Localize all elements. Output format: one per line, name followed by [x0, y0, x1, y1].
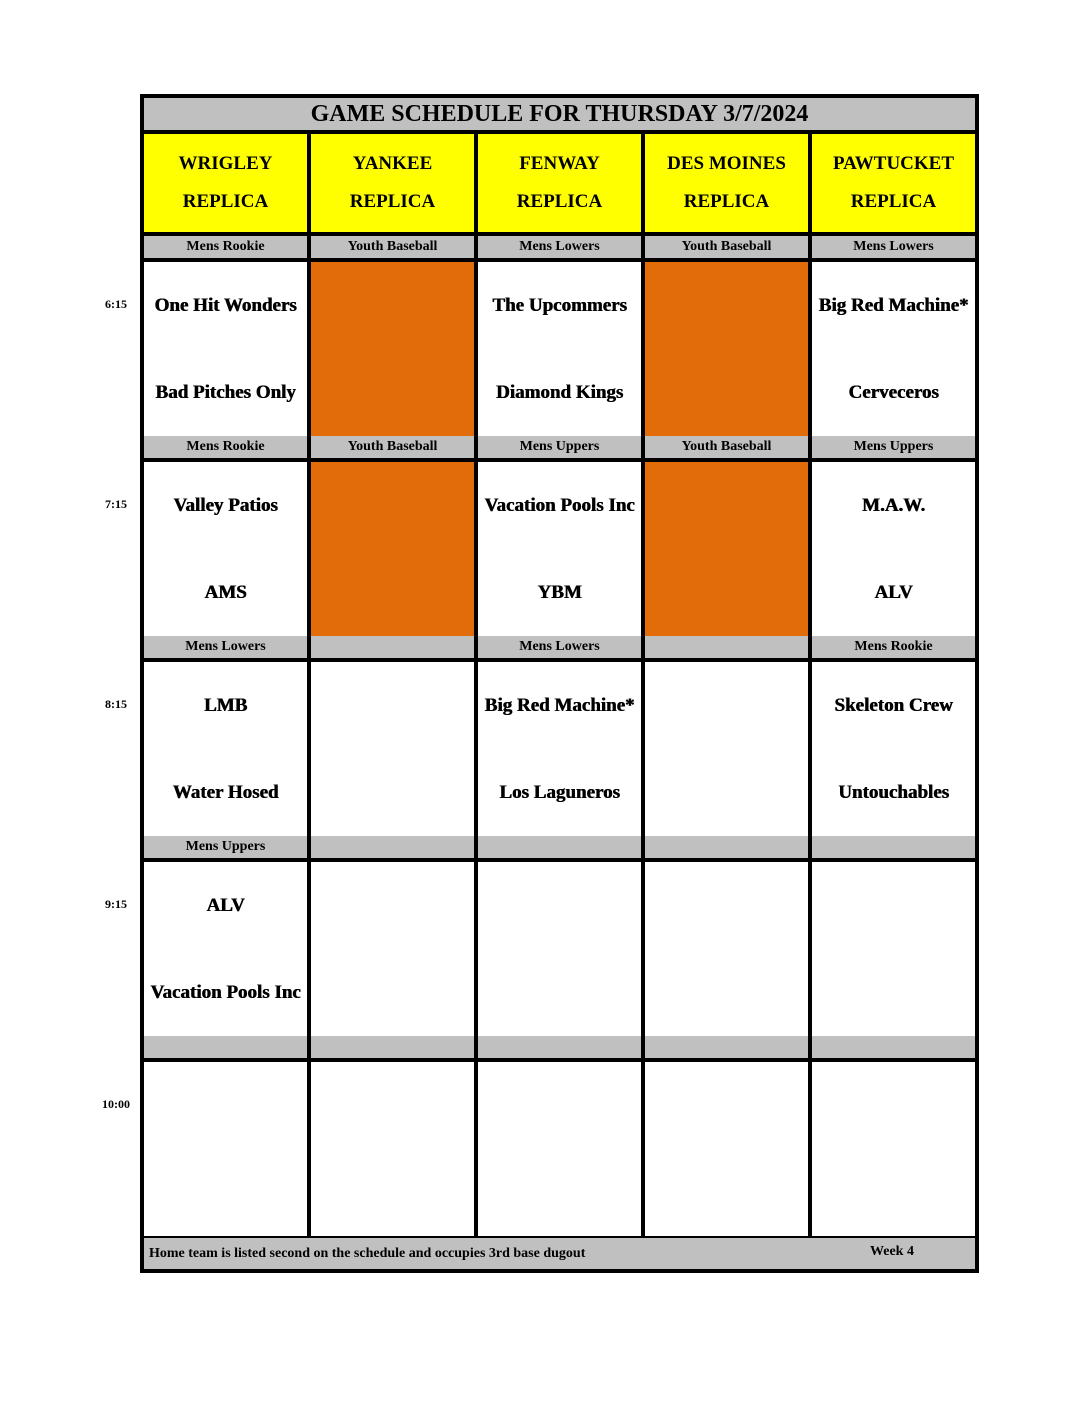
away-team: [645, 262, 808, 348]
game-cell: [645, 662, 808, 836]
away-team: [311, 462, 474, 548]
division-label: [478, 836, 641, 858]
away-team: One Hit Wonders: [154, 294, 297, 316]
game-cell: [144, 262, 307, 436]
division-label: Mens Lowers: [478, 636, 641, 658]
division-label: Mens Uppers: [812, 436, 975, 458]
home-team: [311, 348, 474, 436]
home-team: [645, 1148, 808, 1236]
home-team: [311, 1148, 474, 1236]
venue-subtitle: REPLICA: [516, 191, 603, 212]
away-team: [311, 262, 474, 348]
game-cell: [812, 262, 975, 436]
venue-subtitle: REPLICA: [683, 191, 770, 212]
division-label: Mens Rookie: [144, 436, 307, 458]
reserved-field-cell: [645, 462, 808, 636]
venue-header: [144, 134, 307, 232]
venue-name: WRIGLEY: [178, 153, 273, 174]
venue-header: [311, 134, 474, 232]
division-label: Mens Lowers: [144, 636, 307, 658]
time-slot-label: 6:15: [105, 297, 127, 311]
time-slot-label: 9:15: [105, 897, 127, 911]
game-cell: [144, 862, 307, 1036]
game-cell: [478, 262, 641, 436]
venue-subtitle: REPLICA: [182, 191, 269, 212]
home-team: Cerveceros: [848, 381, 939, 403]
venue-name: PAWTUCKET: [832, 153, 955, 174]
division-label: [311, 636, 474, 658]
footer-note: Home team is listed second on the schedule and occupies 3rd base dugout: [144, 1238, 975, 1269]
schedule-table: [140, 94, 979, 1273]
away-team: M.A.W.: [861, 494, 926, 516]
venue-name: DES MOINES: [667, 153, 786, 174]
game-cell: [144, 462, 307, 636]
division-label: [311, 836, 474, 858]
game-cell: [812, 462, 975, 636]
game-cell: [478, 862, 641, 1036]
home-team: [478, 1148, 641, 1236]
reserved-field-cell: [311, 262, 474, 436]
reserved-field-cell: [311, 462, 474, 636]
venue-name: YANKEE: [352, 153, 433, 174]
division-label: Mens Uppers: [478, 436, 641, 458]
time-slot-label: 8:15: [105, 697, 127, 711]
time-slot-label: 10:00: [102, 1097, 130, 1111]
division-label: [311, 1036, 474, 1058]
away-team: Valley Patios: [173, 494, 278, 516]
home-team: Los Laguneros: [499, 781, 620, 803]
away-team: [478, 862, 641, 948]
game-cell: [478, 662, 641, 836]
home-team: Bad Pitches Only: [155, 381, 296, 403]
division-label: Mens Lowers: [812, 236, 975, 258]
away-team: [812, 1062, 975, 1148]
home-team: [311, 948, 474, 1036]
division-label: [645, 1036, 808, 1058]
division-label: [812, 1036, 975, 1058]
game-cell: [478, 462, 641, 636]
home-team: Diamond Kings: [495, 381, 624, 403]
division-label: [812, 836, 975, 858]
away-team: [645, 1062, 808, 1148]
venue-subtitle: REPLICA: [349, 191, 436, 212]
away-team: [812, 862, 975, 948]
away-team: ALV: [206, 894, 245, 916]
game-cell: [144, 1062, 307, 1236]
division-label: Youth Baseball: [311, 236, 474, 258]
division-label: Youth Baseball: [645, 436, 808, 458]
game-cell: [144, 662, 307, 836]
home-team: Water Hosed: [172, 781, 279, 803]
venue-header: [812, 134, 975, 232]
home-team: [645, 748, 808, 836]
away-team: [311, 662, 474, 748]
away-team: Big Red Machine*: [484, 694, 635, 716]
venue-name: FENWAY: [519, 153, 600, 174]
division-label: [645, 836, 808, 858]
away-team: LMB: [203, 694, 248, 716]
home-team: AMS: [204, 581, 247, 603]
division-label: [478, 1036, 641, 1058]
game-cell: [478, 1062, 641, 1236]
home-team: YBM: [537, 581, 582, 603]
away-team: [478, 1062, 641, 1148]
division-label: [645, 636, 808, 658]
home-team: [645, 948, 808, 1036]
home-team: [478, 948, 641, 1036]
game-cell: [311, 662, 474, 836]
division-label: Youth Baseball: [645, 236, 808, 258]
away-team: [311, 862, 474, 948]
division-label: Youth Baseball: [311, 436, 474, 458]
division-label: Mens Rookie: [812, 636, 975, 658]
home-team: Untouchables: [838, 781, 949, 803]
away-team: The Upcommers: [492, 294, 627, 316]
week-label: Week 4: [870, 1244, 914, 1259]
venue-header: [645, 134, 808, 232]
reserved-field-cell: [645, 262, 808, 436]
game-cell: [311, 1062, 474, 1236]
home-team: [311, 748, 474, 836]
home-team: [645, 348, 808, 436]
home-team: [144, 1148, 307, 1236]
game-cell: [645, 1062, 808, 1236]
away-team: Skeleton Crew: [834, 694, 953, 716]
away-team: [645, 662, 808, 748]
division-label: Mens Uppers: [144, 836, 307, 858]
home-team: [812, 1148, 975, 1236]
away-team: Vacation Pools Inc: [484, 494, 635, 516]
away-team: Big Red Machine*: [818, 294, 969, 316]
game-cell: [812, 1062, 975, 1236]
home-team: [311, 548, 474, 636]
venue-header: [478, 134, 641, 232]
division-label: Mens Lowers: [478, 236, 641, 258]
away-team: [645, 462, 808, 548]
home-team: Vacation Pools Inc: [150, 981, 301, 1003]
home-team: ALV: [874, 581, 913, 603]
away-team: [645, 862, 808, 948]
time-slot-label: 7:15: [105, 497, 127, 511]
game-cell: [645, 862, 808, 1036]
venue-subtitle: REPLICA: [850, 191, 937, 212]
game-cell: [812, 862, 975, 1036]
away-team: [144, 1062, 307, 1148]
home-team: [645, 548, 808, 636]
game-cell: [311, 862, 474, 1036]
division-label: [144, 1036, 307, 1058]
schedule-title: GAME SCHEDULE FOR THURSDAY 3/7/2024: [144, 98, 975, 130]
game-cell: [812, 662, 975, 836]
home-team: [812, 948, 975, 1036]
away-team: [311, 1062, 474, 1148]
division-label: Mens Rookie: [144, 236, 307, 258]
